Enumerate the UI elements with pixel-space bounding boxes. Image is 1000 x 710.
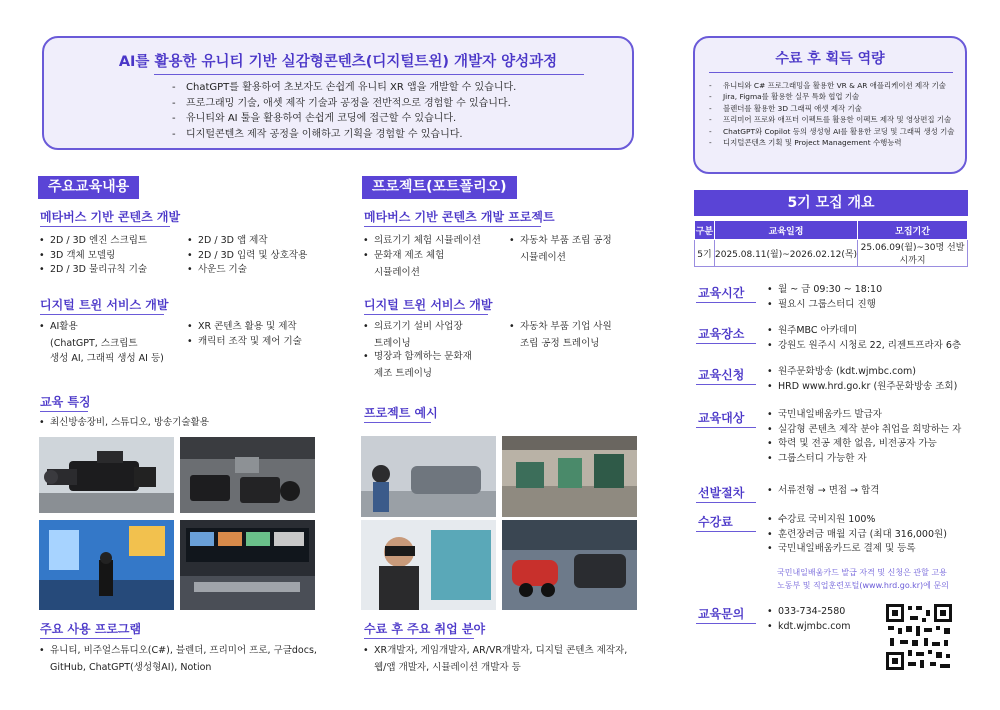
subtitle-project-examples: 프로젝트 예시 <box>364 406 438 420</box>
camera-equipment-photo <box>180 437 315 513</box>
competency-point: - 블렌더를 활용한 3D 그래픽 애셋 제작 기술 <box>709 103 954 114</box>
label-target: 교육대상 <box>698 411 745 425</box>
project-twin-left <box>362 320 463 335</box>
list-item: • 그룹스터디 가능한 자 <box>766 452 961 467</box>
underline <box>696 302 756 303</box>
list-item: • 최신방송장비, 스튜디오, 방송기술활용 <box>38 416 209 431</box>
competency-point: - Jira, Figma를 활용한 실무 특화 협업 기술 <box>709 91 954 102</box>
underline <box>364 314 488 315</box>
list-item: • 훈련장려금 매월 지급 (최대 316,000원) <box>766 528 947 543</box>
list-item: • 명장과 함께하는 문화재 <box>362 350 472 365</box>
metaverse-right-list <box>186 234 307 278</box>
list-item: • 원주문화방송 (kdt.wjmbc.com) <box>766 365 957 380</box>
competency-title: 수료 후 획득 역량 <box>775 51 885 67</box>
metaverse-left-list <box>38 234 147 278</box>
list-item: • 유니티, 비주얼스튜디오(C#), 블렌더, 프리미어 프로, 구글docs, <box>38 644 317 659</box>
cell: 25.06.09(월)~30명 선발시까지 <box>858 240 968 267</box>
subtitle-metaverse: 메타버스 기반 콘텐츠 개발 <box>40 210 181 224</box>
cell: 5기 <box>695 240 715 267</box>
col-header: 모집기간 <box>858 221 968 240</box>
section-main-content: 주요교육내용 <box>38 176 139 199</box>
underline <box>696 502 756 503</box>
place-list <box>766 324 961 353</box>
list-item: • 2D / 3D 물리규칙 기술 <box>38 263 147 278</box>
contact-list <box>766 605 851 634</box>
list-item: • 원주MBC 아카데미 <box>766 324 961 339</box>
time-list <box>766 283 882 312</box>
list-item: • 서류전형 → 면접 → 합격 <box>766 484 879 499</box>
underline <box>696 427 756 428</box>
list-item: • 문화재 제조 체험 <box>362 249 481 264</box>
fee-note-2: 노동부 및 직업훈련포털(www.hrd.go.kr)에 문의 <box>777 581 949 590</box>
subtitle-project-metaverse: 메타버스 기반 콘텐츠 개발 프로젝트 <box>364 210 555 224</box>
list-item: • 국민내일배움카드로 결제 및 등록 <box>766 542 947 557</box>
list-item: • XR개발자, 게임개발자, AR/VR개발자, 디지털 콘텐츠 제작자, <box>362 644 627 659</box>
project-metaverse-left <box>362 234 481 263</box>
twin-left-cont1: (ChatGPT, 스크립트 <box>50 338 138 349</box>
header-point: - 유니티와 AI 툴을 활용하여 손쉽게 코딩에 접근할 수 있습니다. <box>172 111 516 127</box>
recruit-table <box>694 220 968 267</box>
jobs-list <box>362 644 627 659</box>
broadcast-camera-photo <box>39 437 174 513</box>
target-list <box>766 408 961 467</box>
list-item: • 강원도 원주시 시청로 22, 리젠트프라자 6층 <box>766 339 961 354</box>
list-item: • 2D / 3D 앱 제작 <box>186 234 307 249</box>
list-item: • 2D / 3D 입력 및 상호작용 <box>186 249 307 264</box>
project-metaverse-right <box>508 234 612 249</box>
fee-list <box>766 513 947 557</box>
label-apply: 교육신청 <box>698 368 745 382</box>
underline <box>364 422 431 423</box>
twin-left-cont2: 생성 AI, 그래픽 생성 AI 등) <box>50 353 164 364</box>
project-metaverse-r1-cont: 시뮬레이션 <box>520 252 566 263</box>
programs-cont: GitHub, ChatGPT(생성형AI), Notion <box>50 662 212 673</box>
subtitle-programs: 주요 사용 프로그램 <box>40 622 142 636</box>
header-point: - ChatGPT를 활용하여 초보자도 손쉽게 유니티 XR 앱을 개발할 수 있습니다. <box>172 80 516 96</box>
list-item: • 캐릭터 조작 및 제어 기술 <box>186 335 302 350</box>
project-twin-l1-cont: 트레이닝 <box>374 338 411 349</box>
subtitle-jobs: 수료 후 주요 취업 분야 <box>364 622 486 636</box>
header-point: - 디지털콘텐츠 제작 공정을 이해하고 기획을 경험할 수 있습니다. <box>172 127 516 143</box>
list-item: • 학력 및 전공 제한 없음, 비전공자 가능 <box>766 437 961 452</box>
table-row <box>695 240 968 267</box>
list-item: • 자동차 부품 조립 공정 <box>508 234 612 249</box>
apply-list <box>766 365 957 394</box>
cell: 2025.08.11(월)~2026.02.12(목) <box>715 240 858 267</box>
competency-point: - 유니티와 C# 프로그래밍을 활용한 VR & AR 애플리케이션 제작 기술 <box>709 80 954 91</box>
project-twin-r1-cont: 조립 공정 트레이닝 <box>520 338 600 349</box>
header-point: - 프로그래밍 기술, 애셋 제작 기술과 공정을 전반적으로 경험할 수 있습니다. <box>172 96 516 112</box>
underline <box>696 623 756 624</box>
competency-divider <box>709 72 953 73</box>
section-project: 프로젝트(포트폴리오) <box>362 176 517 199</box>
project-twin-right <box>508 320 612 335</box>
twin-right-list <box>186 320 302 349</box>
fee-note-1: 국민내일배움카드 발급 자격 및 신청은 관할 고용 <box>777 568 947 577</box>
list-item: • kdt.wjmbc.com <box>766 620 851 635</box>
label-place: 교육장소 <box>698 327 745 341</box>
recruit-title: 5기 모집 개요 <box>694 190 968 216</box>
label-selection: 선발절차 <box>698 486 745 500</box>
twin-left-list <box>38 320 78 335</box>
competency-point: - 디지털콘텐츠 기획 및 Project Management 수행능력 <box>709 137 954 148</box>
project-metaverse-l2-cont: 시뮬레이션 <box>374 267 420 278</box>
underline <box>40 638 132 639</box>
selection-list <box>766 484 879 499</box>
list-item: • 의료기기 체험 시뮬레이션 <box>362 234 481 249</box>
label-fee: 수강료 <box>698 515 733 529</box>
car-parts-sim-photo <box>502 520 637 610</box>
feature-list <box>38 416 209 431</box>
subtitle-feature: 교육 특징 <box>40 395 91 409</box>
control-room-photo <box>180 520 315 610</box>
list-item: • 국민내일배움카드 발급자 <box>766 408 961 423</box>
list-item: • 033-734-2580 <box>766 605 851 620</box>
list-item: • 사운드 기술 <box>186 263 307 278</box>
list-item: • 실감형 콘텐츠 제작 분야 취업을 희망하는 자 <box>766 423 961 438</box>
competency-box <box>693 36 967 174</box>
course-title: AI를 활용한 유니티 기반 실감형콘텐츠(디지털트윈) 개발자 양성과정 <box>118 54 558 70</box>
competency-points <box>709 80 954 149</box>
competency-point: - 프리미어 프로와 애프터 이펙트를 활용한 이펙트 제작 및 영상편집 기술 <box>709 114 954 125</box>
list-item: • XR 콘텐츠 활용 및 제작 <box>186 320 302 335</box>
underline <box>696 531 756 532</box>
qr-code[interactable] <box>884 602 954 672</box>
list-item: • 의료기기 설비 사업장 <box>362 320 463 335</box>
list-item: • 3D 객체 모델링 <box>38 249 147 264</box>
header-box <box>42 36 634 150</box>
project-twin-left2 <box>362 350 472 365</box>
list-item: • 자동차 부품 기업 사원 <box>508 320 612 335</box>
label-time: 교육시간 <box>698 286 745 300</box>
list-item: • HRD www.hrd.go.kr (원주문화방송 조회) <box>766 380 957 395</box>
competency-point: - ChatGPT와 Copilot 등의 생성형 AI를 활용한 코딩 및 그래픽 생성 기술 <box>709 126 954 137</box>
underline <box>696 384 756 385</box>
list-item: • 수강료 국비지원 100% <box>766 513 947 528</box>
jobs-cont: 웹/앱 개발자, 시뮬레이션 개발자 등 <box>374 662 521 673</box>
title-divider <box>154 74 584 75</box>
underline <box>696 343 756 344</box>
underline <box>364 638 474 639</box>
underline <box>40 226 170 227</box>
subtitle-twin: 디지털 트윈 서비스 개발 <box>40 298 169 312</box>
project-twin-l2-cont: 제조 트레이닝 <box>374 368 433 379</box>
underline <box>40 411 88 412</box>
subtitle-project-twin: 디지털 트윈 서비스 개발 <box>364 298 493 312</box>
underline <box>364 226 541 227</box>
label-contact: 교육문의 <box>698 607 745 621</box>
studio-photo <box>39 520 174 610</box>
programs-list <box>38 644 317 659</box>
vr-user-photo <box>361 520 496 610</box>
header-points <box>172 80 516 142</box>
list-item: • 필요시 그룹스터디 진행 <box>766 298 882 313</box>
factory-sim-photo <box>502 436 637 517</box>
vr-car-photo <box>361 436 496 517</box>
list-item: • AI활용 <box>38 320 78 335</box>
list-item: • 월 ~ 금 09:30 ~ 18:10 <box>766 283 882 298</box>
col-header: 구분 <box>695 221 715 240</box>
underline <box>40 314 164 315</box>
col-header: 교육일정 <box>715 221 858 240</box>
list-item: • 2D / 3D 엔진 스크립트 <box>38 234 147 249</box>
